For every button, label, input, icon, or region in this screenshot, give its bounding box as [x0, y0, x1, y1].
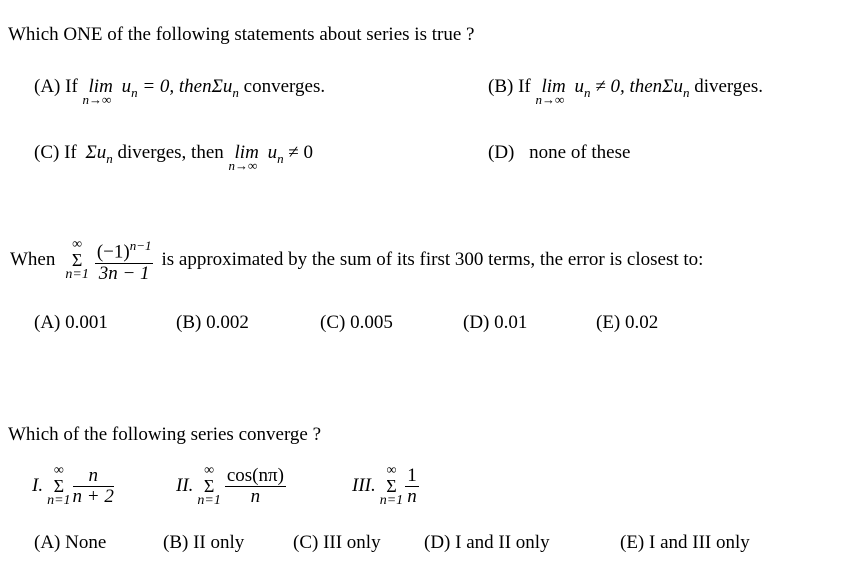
q1-b-expr: u	[574, 76, 585, 97]
q3-choice-d: (D) I and II only	[424, 532, 550, 553]
q1-b-expr-sub: n	[584, 84, 591, 100]
q3-s2-bottom: n=1	[197, 493, 221, 508]
q1-c-lim: lim	[234, 142, 259, 163]
q3-series-3	[352, 458, 419, 514]
q3-s2-sigma: Σ	[203, 476, 215, 496]
q3-series-2	[176, 458, 286, 514]
q3-s2-top: ∞	[204, 463, 215, 478]
q3-series-1	[32, 458, 114, 514]
q1-option-a	[34, 76, 326, 107]
q2-num-exp: n−1	[129, 238, 152, 254]
q3-prompt: Which of the following series converge ?	[8, 424, 322, 445]
q3-s3-label: III.	[352, 475, 376, 496]
q1-c-sum: Σu	[85, 142, 107, 163]
q1-c-mid: diverges, then	[112, 142, 224, 163]
q3-choice-a: (A) None	[34, 532, 107, 553]
q3-s2-den: n	[250, 485, 261, 507]
q3-s2-label: II.	[176, 475, 194, 496]
q2-choice-c: (C) 0.005	[320, 312, 393, 333]
q1-option-b	[488, 76, 763, 107]
q2-stem	[10, 228, 703, 292]
q2-sum-top: ∞	[72, 237, 83, 252]
q3-s1-sigma: Σ	[53, 476, 65, 496]
q2-den: 3n − 1	[98, 262, 150, 284]
q1-a-expr-sub: n	[131, 84, 138, 100]
q1-option-c	[34, 142, 313, 173]
q2-num: (−1)	[96, 241, 130, 263]
q2-rest: is approximated by the sum of its first 300 terms, the error is closest to:	[161, 249, 704, 270]
q1-a-lim: lim	[88, 76, 113, 97]
q3-s1-bottom: n=1	[47, 493, 71, 508]
q1-c-lim-sub: n→∞	[228, 158, 258, 173]
q1-b-lim-sub: n→∞	[535, 92, 565, 107]
q1-a-lim-sub: n→∞	[82, 92, 112, 107]
q1-a-end: converges.	[238, 76, 326, 97]
q3-s3-num: 1	[407, 464, 417, 486]
q3-s1-den: n + 2	[72, 485, 114, 507]
q2-choice-a: (A) 0.001	[34, 312, 108, 333]
q3-s1-top: ∞	[53, 463, 64, 478]
q2-sum-sigma: Σ	[71, 250, 83, 270]
q1-a-label: (A) If	[34, 76, 78, 97]
q1-a-sum: Σu	[211, 76, 233, 97]
q3-s1-label: I.	[32, 475, 44, 496]
q3-s1-num: n	[73, 466, 114, 487]
q3-choice-b: (B) II only	[163, 532, 245, 553]
q1-a-expr: u	[121, 76, 132, 97]
q3-choice-c: (C) III only	[293, 532, 381, 553]
q2-sum	[65, 238, 88, 282]
q2-choice-d: (D) 0.01	[463, 312, 528, 333]
q2-when: When	[10, 249, 56, 270]
q3-s3-den: n	[407, 485, 417, 507]
q1-c-expr: u	[267, 142, 278, 163]
q1-c-expr-sub: n	[277, 150, 284, 166]
q2-fraction	[95, 236, 154, 283]
q1-b-sum: Σu	[662, 76, 683, 97]
q3-s2-num: cos(nπ)	[226, 464, 284, 486]
q1-prompt: Which ONE of the following statements about series is true ?	[8, 24, 475, 45]
q1-d-label: (D)	[488, 142, 515, 163]
q1-b-sum-sub: n	[682, 84, 690, 100]
q2-choice-e: (E) 0.02	[596, 312, 659, 333]
q1-a-rest: = 0, then	[137, 76, 212, 97]
q1-d-text: none of these	[529, 142, 631, 163]
q1-b-end: diverges.	[689, 76, 763, 97]
q1-c-sum-sub: n	[106, 150, 113, 166]
q1-b-rest: ≠ 0, then	[590, 76, 663, 97]
q1-option-d	[488, 142, 630, 164]
q2-sum-bottom: n=1	[65, 267, 89, 282]
q2-choice-b: (B) 0.002	[176, 312, 249, 333]
q1-c-label: (C) If	[34, 142, 77, 163]
q1-b-lim: lim	[541, 76, 566, 97]
q1-a-sum-sub: n	[232, 84, 239, 100]
q1-b-label: (B) If	[488, 76, 531, 97]
q3-choice-e: (E) I and III only	[620, 532, 750, 553]
q3-s3-top: ∞	[386, 463, 397, 478]
q3-s3-sigma: Σ	[386, 476, 397, 496]
q1-c-end: ≠ 0	[283, 142, 313, 163]
q3-s3-bottom: n=1	[379, 493, 404, 508]
